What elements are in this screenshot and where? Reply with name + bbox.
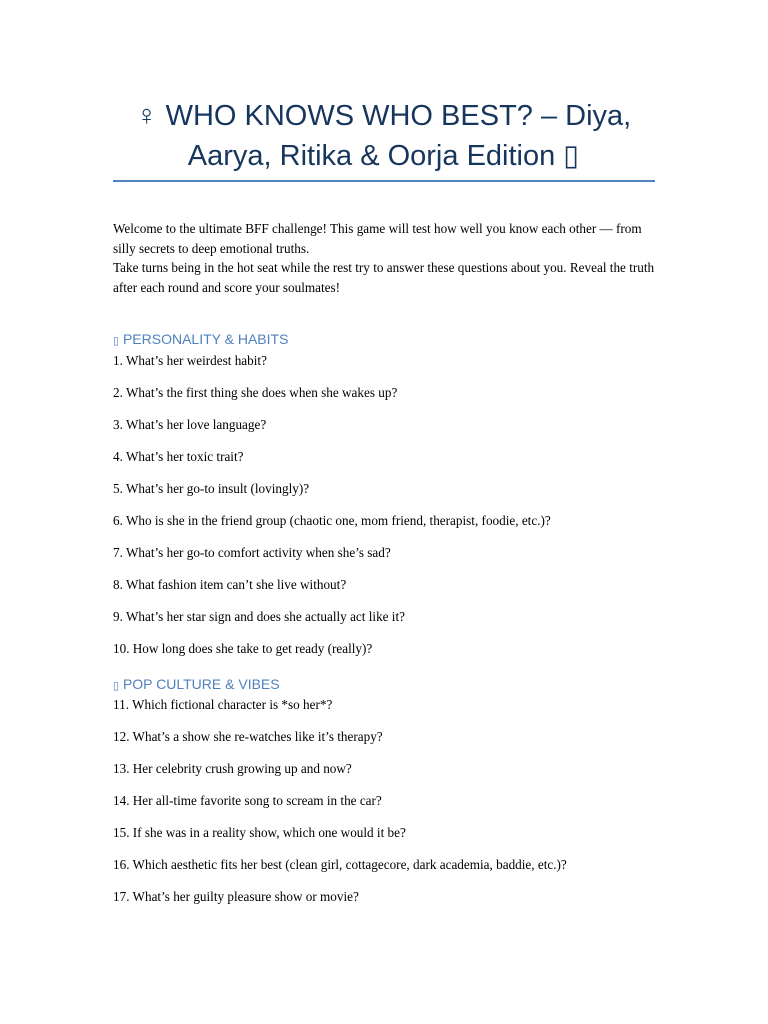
question-item: 14. Her all-time favorite song to scream in the car? xyxy=(113,793,382,808)
question-item: 16. Which aesthetic fits her best (clean girl, cottagecore, dark academia, baddie, etc.)? xyxy=(113,857,567,872)
intro-text xyxy=(113,219,658,297)
section-heading-label: PERSONALITY & HABITS xyxy=(122,331,289,347)
missing-glyph-icon: ▯ xyxy=(113,679,120,692)
section-heading-label: POP CULTURE & VIBES xyxy=(122,676,280,692)
question-item: 4. What’s her toxic trait? xyxy=(113,449,244,464)
missing-glyph-icon: ▯ xyxy=(113,334,120,347)
question-item: 7. What’s her go-to comfort activity when she’s sad? xyxy=(113,545,391,560)
document-title: ♀ WHO KNOWS WHO BEST? – Diya, Aarya, Ritika & Oorja Edition ▯ xyxy=(135,100,632,172)
intro-paragraph-2: Take turns being in the hot seat while the rest try to answer these questions about you. Reveal the truth after each round and score your soulmates! xyxy=(113,260,655,295)
question-item: 3. What’s her love language? xyxy=(113,417,267,432)
question-item: 10. How long does she take to get ready (really)? xyxy=(113,641,373,656)
question-item: 5. What’s her go-to insult (lovingly)? xyxy=(113,481,310,496)
question-item: 2. What’s the first thing she does when she wakes up? xyxy=(113,385,398,400)
intro-paragraph-1: Welcome to the ultimate BFF challenge! This game will test how well you know each other — from silly secrets to deep emotional truths. xyxy=(113,221,642,256)
section-heading-personality xyxy=(113,330,288,350)
title-underline xyxy=(113,180,655,182)
question-item: 8. What fashion item can’t she live without? xyxy=(113,577,347,592)
question-item: 12. What’s a show she re-watches like it’s therapy? xyxy=(113,729,383,744)
section-heading-pop-culture xyxy=(113,675,280,695)
question-item: 15. If she was in a reality show, which one would it be? xyxy=(113,825,406,840)
question-item: 1. What’s her weirdest habit? xyxy=(113,353,267,368)
question-item: 17. What’s her guilty pleasure show or movie? xyxy=(113,889,359,904)
question-item: 9. What’s her star sign and does she actually act like it? xyxy=(113,609,405,624)
question-item: 6. Who is she in the friend group (chaotic one, mom friend, therapist, foodie, etc.)? xyxy=(113,513,551,528)
question-item: 13. Her celebrity crush growing up and now? xyxy=(113,761,352,776)
question-item: 11. Which fictional character is *so her*? xyxy=(113,697,333,712)
